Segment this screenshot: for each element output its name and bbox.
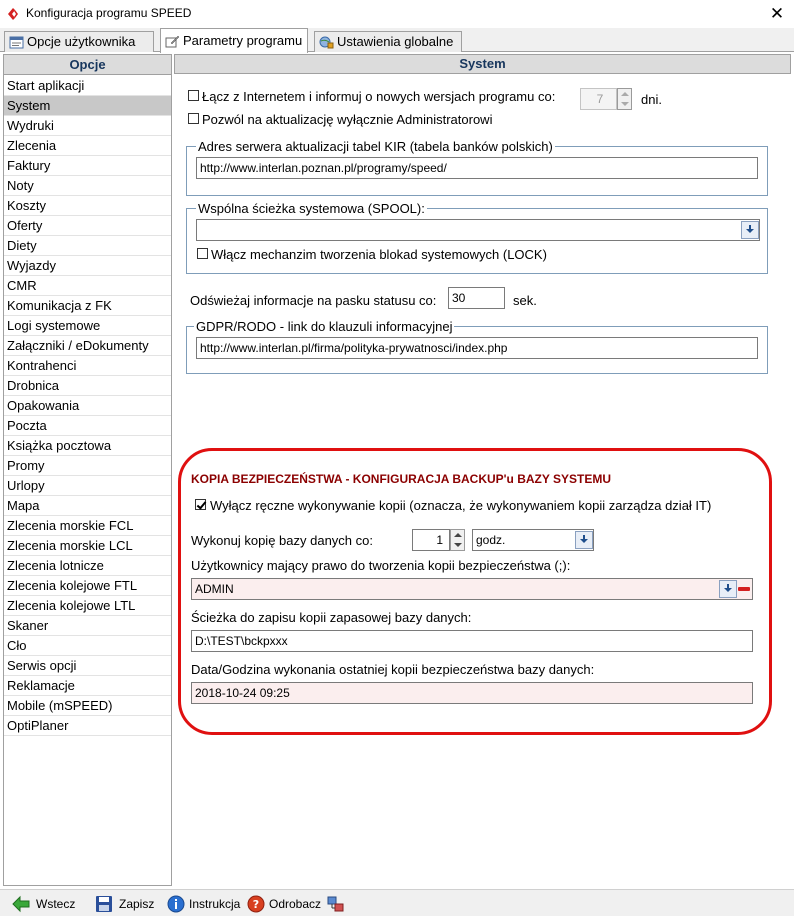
backup-users-label: Użytkownicy mający prawo do tworzenia kopii bezpieczeństwa (;): [191,558,571,573]
tab-label: Ustawienia globalne [337,34,454,49]
option-item[interactable]: Wyjazdy [4,256,171,276]
last-backup-label: Data/Godzina wykonania ostatniej kopii bezpieczeństwa bazy danych: [191,662,595,677]
tab-global-settings[interactable] [314,31,462,52]
connect-internet-checkbox[interactable] [188,90,199,101]
options-panel [3,54,172,886]
option-item[interactable]: Noty [4,176,171,196]
lock-mechanism-checkbox[interactable] [197,248,208,259]
global-settings-icon [319,36,334,49]
info-icon [167,895,185,913]
help-label: Instrukcja [189,897,241,911]
save-label: Zapisz [119,897,155,911]
option-item[interactable]: Załączniki / eDokumenty [4,336,171,356]
back-arrow-icon [12,895,30,913]
window-title: Konfiguracja programu SPEED [26,6,192,20]
network-tool-icon [327,895,345,913]
connect-internet-label: Łącz z Internetem i informuj o nowych wersjach programu co: [202,89,556,104]
speed-app-icon [6,7,20,21]
section-header: System [174,54,791,74]
option-item[interactable]: Komunikacja z FK [4,296,171,316]
option-item[interactable]: Promy [4,456,171,476]
spool-dropdown-icon[interactable] [741,221,759,239]
close-button[interactable]: ✕ [769,4,785,23]
admin-update-label: Pozwól na aktualizację wyłącznie Administratorowi [202,112,493,127]
update-interval-days-input[interactable]: 7 [580,88,617,110]
option-item[interactable]: Diety [4,236,171,256]
spin-down-icon [621,102,629,106]
kir-server-title: Adres serwera aktualizacji tabel KIR (tabela banków polskich) [198,139,553,154]
backup-users-input[interactable]: ADMIN [191,578,753,600]
gdpr-title: GDPR/RODO - link do klauzuli informacyjnej [196,319,453,334]
program-parameters-icon [165,35,180,48]
save-disk-icon [95,895,113,913]
clear-users-icon[interactable] [736,580,752,598]
option-item[interactable]: Serwis opcji [4,656,171,676]
save-button[interactable] [95,894,154,914]
users-dropdown-icon[interactable] [719,580,737,598]
option-item[interactable]: Kontrahenci [4,356,171,376]
gdpr-link-input[interactable]: http://www.interlan.pl/firma/polityka-prywatnosci/index.php [196,337,758,359]
back-button[interactable] [12,894,75,914]
option-item[interactable]: Logi systemowe [4,316,171,336]
backup-section-title: KOPIA BEZPIECZEŃSTWA - KONFIGURACJA BACKUP'u BAZY SYSTEMU [191,472,611,486]
backup-interval-unit-select[interactable]: godz. [472,529,594,551]
back-label: Wstecz [36,897,76,911]
title-bar [0,0,794,28]
option-item[interactable]: Drobnica [4,376,171,396]
option-item[interactable]: Zlecenia lotnicze [4,556,171,576]
option-item[interactable]: Reklamacje [4,676,171,696]
seconds-unit-label: sek. [513,293,537,308]
option-item[interactable]: Start aplikacji [4,76,171,96]
spin-up-icon [621,92,629,96]
help-question-icon [247,895,265,913]
tab-label: Opcje użytkownika [27,34,136,49]
disable-manual-backup-label: Wyłącz ręczne wykonywanie kopii (oznacza, że wykonywaniem kopii zarządza dział IT) [210,498,712,513]
disable-manual-backup-checkbox[interactable] [195,499,206,510]
last-backup-input: 2018-10-24 09:25 [191,682,753,704]
tab-label: Parametry programu [183,33,303,48]
spin-up-icon [454,533,462,537]
option-item[interactable]: Skaner [4,616,171,636]
option-item[interactable]: Zlecenia morskie LCL [4,536,171,556]
spin-down-icon [454,543,462,547]
spool-group [186,208,768,274]
admin-update-checkbox[interactable] [188,113,199,124]
option-item[interactable]: Oferty [4,216,171,236]
option-item[interactable]: CMR [4,276,171,296]
option-item[interactable]: Zlecenia morskie FCL [4,516,171,536]
option-item[interactable]: Mobile (mSPEED) [4,696,171,716]
help-button[interactable] [167,894,240,914]
svg-text:?: ? [252,898,260,911]
options-header: Opcje [4,55,171,75]
option-item[interactable]: Urlopy [4,476,171,496]
option-item[interactable]: Mapa [4,496,171,516]
kir-server-input[interactable]: http://www.interlan.poznan.pl/programy/speed/ [196,157,758,179]
status-refresh-input[interactable]: 30 [448,287,505,309]
option-item[interactable]: Zlecenia kolejowe FTL [4,576,171,596]
option-item[interactable]: System [4,96,171,116]
tab-user-options[interactable] [4,31,154,52]
unit-dropdown-icon[interactable] [575,531,593,549]
backup-path-input[interactable]: D:\TEST\bckpxxx [191,630,753,652]
backup-path-label: Ścieżka do zapisu kopii zapasowej bazy danych: [191,610,472,625]
tab-program-parameters[interactable] [160,28,308,53]
backup-interval-label: Wykonuj kopię bazy danych co: [191,533,373,548]
status-refresh-label: Odświeżaj informacje na pasku statusu co: [190,293,437,308]
lock-mechanism-label: Włącz mechanzim tworzenia blokad systemowych (LOCK) [211,247,547,262]
option-item[interactable]: Cło [4,636,171,656]
option-item[interactable]: Książka pocztowa [4,436,171,456]
option-item[interactable]: OptiPlaner [4,716,171,736]
refresh-label: Odrobacz [269,897,322,911]
spool-path-input[interactable] [196,219,760,241]
tab-strip [0,28,794,52]
option-item[interactable]: Faktury [4,156,171,176]
user-options-icon [9,36,24,49]
refresh-button[interactable] [247,894,321,914]
option-item[interactable]: Opakowania [4,396,171,416]
bottom-toolbar [0,889,794,916]
update-interval-spinner[interactable] [617,88,632,110]
extra-tool-button[interactable] [327,894,345,914]
option-item[interactable]: Zlecenia kolejowe LTL [4,596,171,616]
spool-title: Wspólna ścieżka systemowa (SPOOL): [198,201,425,216]
backup-interval-input[interactable]: 1 [412,529,450,551]
days-unit-label: dni. [641,92,662,107]
option-item[interactable]: Zlecenia [4,136,171,156]
backup-interval-spinner[interactable] [450,529,465,551]
option-item[interactable]: Wydruki [4,116,171,136]
options-list [4,76,171,736]
option-item[interactable]: Koszty [4,196,171,216]
option-item[interactable]: Poczta [4,416,171,436]
